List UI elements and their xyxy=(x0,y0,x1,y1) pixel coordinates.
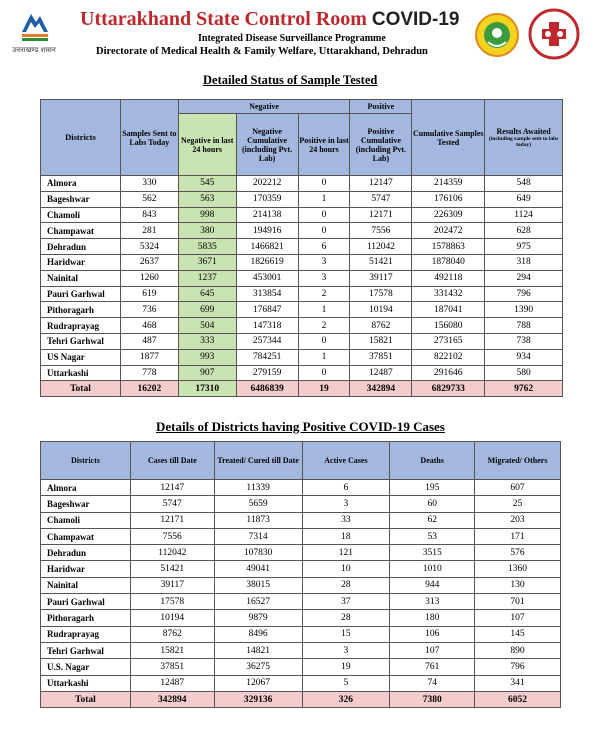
table-row xyxy=(41,239,563,255)
value-cell: 194916 xyxy=(236,223,298,239)
value-cell: 8762 xyxy=(130,626,214,642)
table1-heading: Detailed Status of Sample Tested xyxy=(203,73,378,87)
total-row xyxy=(41,691,561,707)
value-cell: 3 xyxy=(302,496,390,512)
col-deaths: Deaths xyxy=(390,442,475,480)
value-cell: 784251 xyxy=(236,349,298,365)
results-awaited-note: (including sample sent to labs today) xyxy=(488,136,559,148)
table-row xyxy=(41,675,561,691)
value-cell: 562 xyxy=(120,191,178,207)
value-cell: 7556 xyxy=(130,528,214,544)
col-active-cases: Active Cases xyxy=(302,442,390,480)
value-cell: 736 xyxy=(120,302,178,318)
total-row xyxy=(41,381,563,397)
col-districts: Districts xyxy=(41,442,131,480)
total-value: 19 xyxy=(298,381,350,397)
value-cell: 5324 xyxy=(120,239,178,255)
value-cell: 39117 xyxy=(130,577,214,593)
value-cell: 1878040 xyxy=(412,254,485,270)
sample-status-table xyxy=(40,99,563,397)
col-cumulative-tested: Cumulative Samples Tested xyxy=(412,100,485,176)
national-health-mission-logo-icon xyxy=(528,8,580,60)
district-cell: Pauri Garhwal xyxy=(41,286,121,302)
value-cell: 16527 xyxy=(214,594,302,610)
value-cell: 2 xyxy=(298,318,350,334)
value-cell: 112042 xyxy=(350,239,412,255)
district-cell: U.S. Nagar xyxy=(41,659,131,675)
value-cell: 279159 xyxy=(236,365,298,381)
value-cell: 580 xyxy=(485,365,563,381)
value-cell: 778 xyxy=(120,365,178,381)
value-cell: 8496 xyxy=(214,626,302,642)
value-cell: 341 xyxy=(475,675,561,691)
value-cell: 53 xyxy=(390,528,475,544)
value-cell: 38015 xyxy=(214,577,302,593)
value-cell: 576 xyxy=(475,545,561,561)
value-cell: 107 xyxy=(390,642,475,658)
group-negative: Negative xyxy=(178,100,350,114)
total-value: 16202 xyxy=(120,381,178,397)
positive-cases-table xyxy=(40,441,561,708)
value-cell: 843 xyxy=(120,207,178,223)
value-cell: 492118 xyxy=(412,270,485,286)
value-cell: 3 xyxy=(298,270,350,286)
value-cell: 649 xyxy=(485,191,563,207)
value-cell: 318 xyxy=(485,254,563,270)
value-cell: 10194 xyxy=(130,610,214,626)
district-cell: Pauri Garhwal xyxy=(41,594,131,610)
value-cell: 313 xyxy=(390,594,475,610)
value-cell: 187041 xyxy=(412,302,485,318)
value-cell: 294 xyxy=(485,270,563,286)
district-cell: Rudraprayag xyxy=(41,318,121,334)
value-cell: 333 xyxy=(178,333,236,349)
value-cell: 1578863 xyxy=(412,239,485,255)
col-negative-24h: Negative in last 24 hours xyxy=(178,114,236,176)
value-cell: 1826619 xyxy=(236,254,298,270)
value-cell: 761 xyxy=(390,659,475,675)
table-row xyxy=(41,626,561,642)
value-cell: 5835 xyxy=(178,239,236,255)
value-cell: 380 xyxy=(178,223,236,239)
table-row xyxy=(41,642,561,658)
value-cell: 975 xyxy=(485,239,563,255)
value-cell: 17578 xyxy=(350,286,412,302)
value-cell: 1237 xyxy=(178,270,236,286)
value-cell: 701 xyxy=(475,594,561,610)
header xyxy=(0,0,601,70)
value-cell: 1010 xyxy=(390,561,475,577)
value-cell: 49041 xyxy=(214,561,302,577)
value-cell: 7314 xyxy=(214,528,302,544)
district-cell: Almora xyxy=(41,480,131,496)
value-cell: 5 xyxy=(302,675,390,691)
value-cell: 18 xyxy=(302,528,390,544)
value-cell: 202472 xyxy=(412,223,485,239)
value-cell: 1466821 xyxy=(236,239,298,255)
value-cell: 699 xyxy=(178,302,236,318)
value-cell: 28 xyxy=(302,577,390,593)
table-row xyxy=(41,318,563,334)
total-value: 326 xyxy=(302,691,390,707)
table-row xyxy=(41,659,561,675)
page-title xyxy=(80,8,460,31)
value-cell: 39117 xyxy=(350,270,412,286)
uttarakhand-emblem-logo xyxy=(8,6,60,60)
table-row xyxy=(41,223,563,239)
value-cell: 37851 xyxy=(350,349,412,365)
table-row xyxy=(41,302,563,318)
value-cell: 313854 xyxy=(236,286,298,302)
value-cell: 628 xyxy=(485,223,563,239)
col-migrated-others: Migrated/ Others xyxy=(475,442,561,480)
value-cell: 273165 xyxy=(412,333,485,349)
value-cell: 107830 xyxy=(214,545,302,561)
table-row xyxy=(41,512,561,528)
table-row xyxy=(41,176,563,192)
value-cell: 1 xyxy=(298,191,350,207)
district-cell: Haridwar xyxy=(41,561,131,577)
value-cell: 156080 xyxy=(412,318,485,334)
value-cell: 998 xyxy=(178,207,236,223)
district-cell: Chamoli xyxy=(41,207,121,223)
value-cell: 548 xyxy=(485,176,563,192)
col-treated-cured: Treated/ Cured till Date xyxy=(214,442,302,480)
table-row xyxy=(41,610,561,626)
value-cell: 453001 xyxy=(236,270,298,286)
district-cell: Champawat xyxy=(41,223,121,239)
value-cell: 1877 xyxy=(120,349,178,365)
value-cell: 14821 xyxy=(214,642,302,658)
value-cell: 12171 xyxy=(350,207,412,223)
value-cell: 62 xyxy=(390,512,475,528)
value-cell: 28 xyxy=(302,610,390,626)
table-row xyxy=(41,349,563,365)
programme-subtitle: Integrated Disease Surveillance Programme xyxy=(198,33,386,44)
logo-caption: उत्तराखण्ड शासन xyxy=(12,46,56,54)
district-cell: Tehri Garhwal xyxy=(41,642,131,658)
table-row xyxy=(41,528,561,544)
table-row xyxy=(41,480,561,496)
table-row xyxy=(41,254,563,270)
total-value: 6052 xyxy=(475,691,561,707)
value-cell: 1 xyxy=(298,349,350,365)
value-cell: 934 xyxy=(485,349,563,365)
district-cell: Uttarkashi xyxy=(41,365,121,381)
results-awaited-label: Results Awaited xyxy=(496,127,551,136)
value-cell: 0 xyxy=(298,333,350,349)
value-cell: 36275 xyxy=(214,659,302,675)
table-row xyxy=(41,545,561,561)
value-cell: 2 xyxy=(298,286,350,302)
value-cell: 5659 xyxy=(214,496,302,512)
value-cell: 331432 xyxy=(412,286,485,302)
value-cell: 10 xyxy=(302,561,390,577)
col-positive-cumulative: Positive Cumulative (including Pvt. Lab) xyxy=(350,114,412,176)
value-cell: 890 xyxy=(475,642,561,658)
total-value: 329136 xyxy=(214,691,302,707)
total-value: 17310 xyxy=(178,381,236,397)
value-cell: 37 xyxy=(302,594,390,610)
value-cell: 12147 xyxy=(350,176,412,192)
value-cell: 291646 xyxy=(412,365,485,381)
value-cell: 1360 xyxy=(475,561,561,577)
table-row xyxy=(41,594,561,610)
district-cell: Chamoli xyxy=(41,512,131,528)
value-cell: 15 xyxy=(302,626,390,642)
district-cell: Champawat xyxy=(41,528,131,544)
nhm-logo-icon xyxy=(474,12,520,58)
table-row xyxy=(41,577,561,593)
district-cell: Pithoragarh xyxy=(41,610,131,626)
district-cell: Rudraprayag xyxy=(41,626,131,642)
table2-body xyxy=(41,480,561,708)
directorate-subtitle: Directorate of Medical Health & Family Welfare, Uttarakhand, Dehradun xyxy=(96,46,428,57)
value-cell: 112042 xyxy=(130,545,214,561)
value-cell: 202212 xyxy=(236,176,298,192)
value-cell: 607 xyxy=(475,480,561,496)
table-row xyxy=(41,365,563,381)
value-cell: 107 xyxy=(475,610,561,626)
value-cell: 7556 xyxy=(350,223,412,239)
value-cell: 796 xyxy=(485,286,563,302)
value-cell: 1124 xyxy=(485,207,563,223)
value-cell: 0 xyxy=(298,223,350,239)
district-cell: Pithoragarh xyxy=(41,302,121,318)
table2-heading: Details of Districts having Positive COVID-19 Cases xyxy=(156,419,445,434)
district-cell: Tehri Garhwal xyxy=(41,333,121,349)
value-cell: 5747 xyxy=(130,496,214,512)
value-cell: 12171 xyxy=(130,512,214,528)
district-cell: Uttarkashi xyxy=(41,675,131,691)
value-cell: 12067 xyxy=(214,675,302,691)
district-cell: Haridwar xyxy=(41,254,121,270)
value-cell: 195 xyxy=(390,480,475,496)
value-cell: 203 xyxy=(475,512,561,528)
value-cell: 5747 xyxy=(350,191,412,207)
value-cell: 545 xyxy=(178,176,236,192)
value-cell: 6 xyxy=(302,480,390,496)
district-cell: US Nagar xyxy=(41,349,121,365)
table-row xyxy=(41,561,561,577)
value-cell: 12487 xyxy=(350,365,412,381)
table1-body xyxy=(41,176,563,397)
mountain-emblem-icon xyxy=(20,6,50,42)
total-value: 6829733 xyxy=(412,381,485,397)
value-cell: 106 xyxy=(390,626,475,642)
district-cell: Dehradun xyxy=(41,239,121,255)
value-cell: 145 xyxy=(475,626,561,642)
value-cell: 12147 xyxy=(130,480,214,496)
value-cell: 121 xyxy=(302,545,390,561)
value-cell: 2637 xyxy=(120,254,178,270)
col-cases-till-date: Cases till Date xyxy=(130,442,214,480)
value-cell: 17578 xyxy=(130,594,214,610)
table-row xyxy=(41,286,563,302)
value-cell: 563 xyxy=(178,191,236,207)
value-cell: 3515 xyxy=(390,545,475,561)
group-positive: Positive xyxy=(350,100,412,114)
value-cell: 8762 xyxy=(350,318,412,334)
value-cell: 0 xyxy=(298,176,350,192)
value-cell: 12487 xyxy=(130,675,214,691)
value-cell: 15821 xyxy=(130,642,214,658)
value-cell: 487 xyxy=(120,333,178,349)
value-cell: 993 xyxy=(178,349,236,365)
value-cell: 60 xyxy=(390,496,475,512)
value-cell: 645 xyxy=(178,286,236,302)
value-cell: 10194 xyxy=(350,302,412,318)
value-cell: 170359 xyxy=(236,191,298,207)
value-cell: 6 xyxy=(298,239,350,255)
value-cell: 176106 xyxy=(412,191,485,207)
value-cell: 907 xyxy=(178,365,236,381)
value-cell: 180 xyxy=(390,610,475,626)
table-row xyxy=(41,333,563,349)
value-cell: 147318 xyxy=(236,318,298,334)
value-cell: 3671 xyxy=(178,254,236,270)
total-value: 6486839 xyxy=(236,381,298,397)
value-cell: 788 xyxy=(485,318,563,334)
title-text: Uttarakhand State Control Room xyxy=(80,8,367,30)
value-cell: 19 xyxy=(302,659,390,675)
value-cell: 176847 xyxy=(236,302,298,318)
value-cell: 504 xyxy=(178,318,236,334)
value-cell: 796 xyxy=(475,659,561,675)
value-cell: 738 xyxy=(485,333,563,349)
value-cell: 1390 xyxy=(485,302,563,318)
total-value: 7380 xyxy=(390,691,475,707)
value-cell: 74 xyxy=(390,675,475,691)
value-cell: 25 xyxy=(475,496,561,512)
col-results-awaited xyxy=(485,100,563,176)
value-cell: 468 xyxy=(120,318,178,334)
value-cell: 1260 xyxy=(120,270,178,286)
value-cell: 226309 xyxy=(412,207,485,223)
district-cell: Almora xyxy=(41,176,121,192)
total-value: 9762 xyxy=(485,381,563,397)
value-cell: 11873 xyxy=(214,512,302,528)
total-value: 342894 xyxy=(130,691,214,707)
table-row xyxy=(41,207,563,223)
value-cell: 9879 xyxy=(214,610,302,626)
value-cell: 330 xyxy=(120,176,178,192)
value-cell: 0 xyxy=(298,365,350,381)
value-cell: 214138 xyxy=(236,207,298,223)
value-cell: 37851 xyxy=(130,659,214,675)
total-label: Total xyxy=(41,691,131,707)
district-cell: Nainital xyxy=(41,577,131,593)
value-cell: 3 xyxy=(298,254,350,270)
table-row xyxy=(41,496,561,512)
value-cell: 33 xyxy=(302,512,390,528)
value-cell: 944 xyxy=(390,577,475,593)
total-value: 342894 xyxy=(350,381,412,397)
district-cell: Dehradun xyxy=(41,545,131,561)
value-cell: 51421 xyxy=(130,561,214,577)
table-row xyxy=(41,270,563,286)
col-samples-sent: Samples Sent to Labs Today xyxy=(120,100,178,176)
district-cell: Nainital xyxy=(41,270,121,286)
covid-label: COVID-19 xyxy=(371,9,460,30)
table-row xyxy=(41,191,563,207)
value-cell: 619 xyxy=(120,286,178,302)
col-negative-cumulative: Negative Cumulative (including Pvt. Lab) xyxy=(236,114,298,176)
value-cell: 171 xyxy=(475,528,561,544)
col-districts: Districts xyxy=(41,100,121,176)
value-cell: 0 xyxy=(298,207,350,223)
district-cell: Bageshwar xyxy=(41,191,121,207)
value-cell: 3 xyxy=(302,642,390,658)
value-cell: 214359 xyxy=(412,176,485,192)
value-cell: 257344 xyxy=(236,333,298,349)
value-cell: 15821 xyxy=(350,333,412,349)
district-cell: Bageshwar xyxy=(41,496,131,512)
col-positive-24h: Positive in last 24 hours xyxy=(298,114,350,176)
value-cell: 130 xyxy=(475,577,561,593)
total-label: Total xyxy=(41,381,121,397)
value-cell: 11339 xyxy=(214,480,302,496)
value-cell: 822102 xyxy=(412,349,485,365)
value-cell: 1 xyxy=(298,302,350,318)
value-cell: 281 xyxy=(120,223,178,239)
value-cell: 51421 xyxy=(350,254,412,270)
